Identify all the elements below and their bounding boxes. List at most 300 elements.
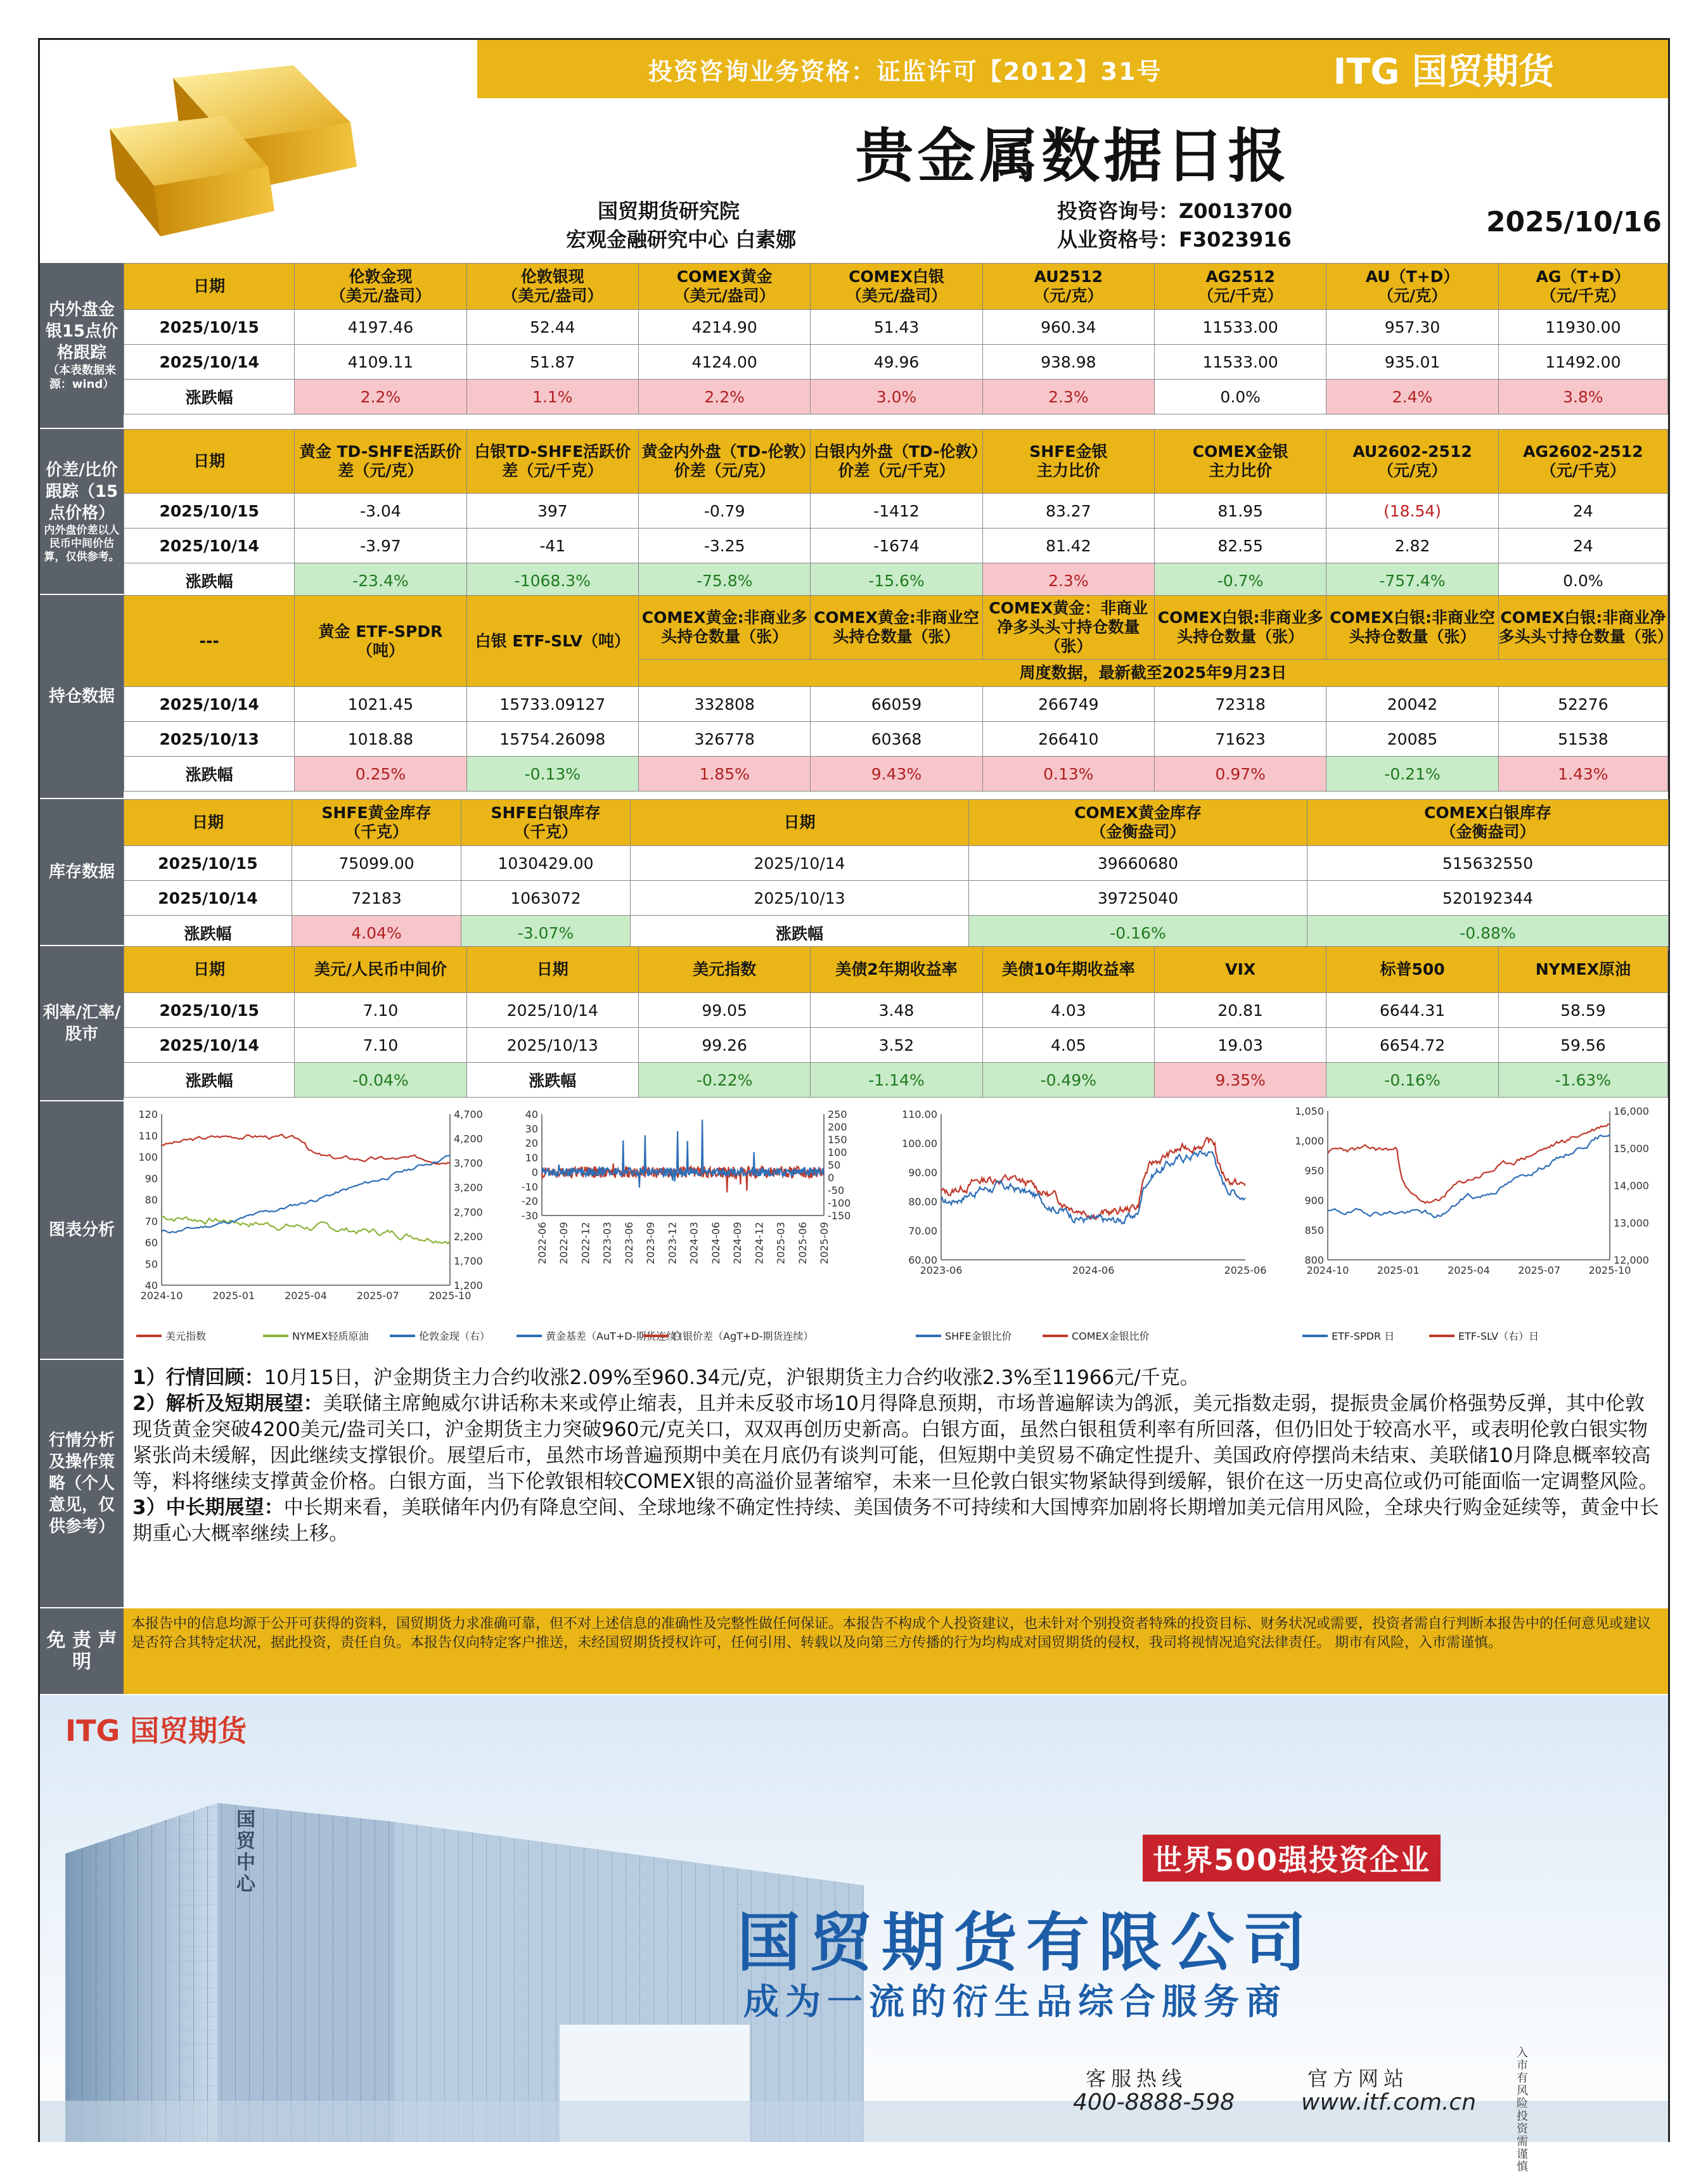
table-cell: 9.35% <box>1155 1063 1326 1098</box>
y-tick-label: 20 <box>525 1137 538 1150</box>
column-header: 美元指数 <box>638 947 810 993</box>
x-tick-label: 2025-04 <box>285 1290 327 1302</box>
table-cell: 2025/10/14 <box>124 881 292 916</box>
column-header: COMEX金银 主力比价 <box>1155 430 1326 494</box>
y2-tick-label: 1,700 <box>454 1255 483 1267</box>
table-cell: 0.13% <box>982 757 1154 792</box>
rates-table <box>124 946 1668 1098</box>
table-cell: 935.01 <box>1326 345 1498 380</box>
table-cell: -0.21% <box>1326 757 1498 792</box>
column-header: COMEX黄金:非商业空头持仓数量（张） <box>811 596 982 660</box>
table-cell: 6654.72 <box>1326 1028 1498 1063</box>
table-cell: 11533.00 <box>1155 310 1326 345</box>
table-cell: 2.2% <box>295 380 466 414</box>
table-row <box>124 1063 1668 1098</box>
series-spdr <box>1328 1135 1610 1217</box>
x-tick-label: 2024-06 <box>709 1222 722 1264</box>
table-cell: 24 <box>1498 529 1667 563</box>
table-cell: 51.43 <box>811 310 982 345</box>
cert-no: 从业资格号：F3023916 <box>1057 228 1292 252</box>
table-cell: 4197.46 <box>295 310 466 345</box>
table-cell: -0.22% <box>638 1063 810 1098</box>
table-cell: 涨跌幅 <box>631 916 969 951</box>
table-cell: 71623 <box>1155 722 1326 757</box>
table-cell: 2025/10/15 <box>124 494 295 529</box>
table-cell: 3.8% <box>1498 380 1667 414</box>
table-cell: 266410 <box>982 722 1154 757</box>
analysis-short-term: 2）解析及短期展望：美联储主席鲍威尔讲话称未来或停止缩表，且并未反驳市场10月得降息预期，市场普遍解读为鸽派，美元指数走弱，提振贵金属价格强势反弹，其中伦敦现货黄金突破4200美元/盎司关口，沪金期货主力突破960元/克关口，双双再创历史新高。白银方面，虽然白银租赁利率有所回落，但仍旧处于较高水平，或表明伦敦白银实物紧张尚未缓解，因此继续支撑银价。展望后市，虽然市场普遍预期中美在月底仍有谈判可能，但短期中美贸易不确定性提升、美国政府停摆尚未结束、美联储10月降息概率较高等，料将继续支撑黄金价格。白银方面，当下伦敦银相较COMEX银的高溢价显著缩窄，未来一旦伦敦白银实物紧缺得到缓解，银价在这一历史高位或仍可能面临一定调整风险。 <box>132 1392 1659 1493</box>
table-cell: -1412 <box>811 494 982 529</box>
table-cell: 2025/10/13 <box>124 722 295 757</box>
report-title: 贵金属数据日报 <box>855 122 1290 190</box>
column-header: 美元/人民币中间价 <box>295 947 466 993</box>
table-cell: 涨跌幅 <box>124 757 295 792</box>
y2-tick-label: 100 <box>828 1146 847 1158</box>
y-tick-label: 800 <box>1304 1254 1324 1266</box>
table-cell: 11533.00 <box>1155 345 1326 380</box>
table-cell: 9.43% <box>811 757 982 792</box>
table-cell: 2025/10/15 <box>124 993 295 1028</box>
table-cell: 52276 <box>1498 687 1667 722</box>
y-tick-label: 1,050 <box>1295 1105 1324 1117</box>
y2-tick-label: 13,000 <box>1614 1217 1649 1229</box>
hotline-label: 客服热线 <box>1086 2067 1188 2091</box>
table-cell: 20.81 <box>1155 993 1326 1028</box>
table-cell: 4.05 <box>982 1028 1154 1063</box>
table-cell: 4124.00 <box>638 345 810 380</box>
weekly-note: 周度数据，最新截至2025年9月23日 <box>638 660 1667 687</box>
table-cell: 49.96 <box>811 345 982 380</box>
table-cell: 涨跌幅 <box>124 1063 295 1098</box>
section-label-spreads: 价差/比价跟踪（15点价格） 内外盘价差以人民币中间价估算，仅供参考。 <box>40 429 124 595</box>
table-cell: -1.14% <box>811 1063 982 1098</box>
column-header: COMEX黄金 （美元/盎司） <box>638 264 810 310</box>
table-cell: 2025/10/14 <box>631 846 969 881</box>
table-cell: 4.03 <box>982 993 1154 1028</box>
column-header: SHFE黄金库存 （千克） <box>292 800 461 846</box>
y-tick-label: 70 <box>144 1215 158 1228</box>
section-label-disclaimer: 免 责 声 明 <box>40 1608 124 1695</box>
table-cell: 2025/10/14 <box>124 529 295 563</box>
table-cell: -1.63% <box>1498 1063 1667 1098</box>
y-tick-label: 90.00 <box>908 1167 937 1179</box>
x-tick-label: 2024-10 <box>140 1290 183 1302</box>
table-cell: 19.03 <box>1155 1028 1326 1063</box>
analysis-text <box>124 1360 1668 1607</box>
column-header: VIX <box>1155 947 1326 993</box>
series-slv <box>1328 1124 1610 1203</box>
x-tick-label: 2025-03 <box>774 1222 787 1264</box>
table-cell: 2025/10/14 <box>124 345 295 380</box>
y2-tick-label: 200 <box>828 1121 847 1133</box>
column-header: 日期 <box>631 800 969 846</box>
y2-tick-label: 250 <box>828 1108 847 1120</box>
y-tick-label: 850 <box>1304 1224 1324 1236</box>
table-cell: 2025/10/13 <box>466 1028 638 1063</box>
x-tick-label: 2022-09 <box>558 1222 570 1264</box>
table-cell: -23.4% <box>295 563 466 598</box>
prices-table <box>124 263 1668 414</box>
column-header: 白银 ETF-SLV（吨） <box>466 596 638 687</box>
table-header-row <box>124 947 1668 993</box>
table-cell: 1.85% <box>638 757 810 792</box>
table-row <box>124 757 1668 792</box>
y2-tick-label: 3,700 <box>454 1157 483 1170</box>
x-tick-label: 2025-10 <box>428 1290 472 1302</box>
center: 宏观金融研究中心 白素娜 <box>566 228 797 252</box>
legend-label: 美元指数 <box>165 1330 207 1342</box>
column-header: COMEX白银:非商业净多头头寸持仓数量（张） <box>1498 596 1667 660</box>
x-tick-label: 2025-06 <box>796 1222 809 1264</box>
y-tick-label: 30 <box>525 1122 538 1135</box>
table-cell: 15733.09127 <box>466 687 638 722</box>
table-cell: 7.10 <box>295 1028 466 1063</box>
table-cell: 2.2% <box>638 380 810 414</box>
table-cell: 11930.00 <box>1498 310 1667 345</box>
table-cell: 39725040 <box>969 881 1307 916</box>
table-cell: 2025/10/15 <box>124 310 295 345</box>
section-label-analysis: 行情分析及操作策略（个人意见，仅供参考） <box>40 1360 124 1608</box>
table-cell: -75.8% <box>638 563 810 598</box>
table-cell: 99.05 <box>638 993 810 1028</box>
table-cell: 75099.00 <box>292 846 461 881</box>
analysis-long-term: 3）中长期展望：中长期来看，美联储年内仍有降息空间、全球地缘不确定性持续、美国债务不可持续和大国博弈加剧将长期增加美元信用风险，全球央行购金延续等，黄金中长期重心大概率继续上移。 <box>132 1496 1659 1545</box>
y-tick-label: 10 <box>525 1151 538 1164</box>
header-bar <box>477 40 1668 98</box>
license-text: 投资咨询业务资格：证监许可【2012】31号 <box>648 57 1162 86</box>
x-tick-label: 2023-09 <box>645 1222 657 1264</box>
table-cell: 72318 <box>1155 687 1326 722</box>
series-gold-basis <box>542 1120 824 1188</box>
y-tick-label: 900 <box>1304 1195 1324 1207</box>
table-cell: 20042 <box>1326 687 1498 722</box>
column-header: COMEX白银:非商业空头持仓数量（张） <box>1326 596 1498 660</box>
x-tick-label: 2025-07 <box>1518 1264 1561 1276</box>
institute: 国贸期货研究院 <box>598 199 740 223</box>
y-tick-label: 950 <box>1304 1165 1324 1177</box>
table-cell: 1.1% <box>466 380 638 414</box>
x-tick-label: 2025-04 <box>1448 1264 1490 1276</box>
column-header: 日期 <box>124 264 295 310</box>
table-cell: 1063072 <box>461 881 631 916</box>
report-date: 2025/10/16 <box>1486 206 1662 238</box>
table-cell: 2.82 <box>1326 529 1498 563</box>
column-header: COMEX黄金：非商业净多头头寸持仓数量（张） <box>982 596 1154 660</box>
x-tick-label: 2023-06 <box>920 1264 963 1276</box>
column-header: COMEX黄金:非商业多头持仓数量（张） <box>638 596 810 660</box>
y2-tick-label: -100 <box>828 1197 851 1209</box>
x-tick-label: 2025-10 <box>1588 1264 1631 1276</box>
table-row <box>124 916 1669 951</box>
y-tick-label: 110 <box>138 1129 158 1142</box>
table-cell: -0.16% <box>969 916 1307 951</box>
table-cell: 960.34 <box>982 310 1154 345</box>
x-tick-label: 2025-01 <box>1377 1264 1420 1276</box>
y-tick-label: 40 <box>144 1279 158 1292</box>
chart-dxy-oil-gold <box>124 1101 501 1355</box>
x-tick-label: 2024-09 <box>731 1222 744 1264</box>
table-cell: 3.48 <box>811 993 982 1028</box>
table-cell: 6644.31 <box>1326 993 1498 1028</box>
legend-label: 伦敦金现（右） <box>419 1330 491 1342</box>
x-tick-label: 2025-01 <box>212 1290 255 1302</box>
building-sign: 国贸中心 <box>236 1809 255 1895</box>
table-cell: -0.79 <box>638 494 810 529</box>
x-tick-label: 2022-06 <box>536 1222 548 1264</box>
banner-slogan: 成为一流的衍生品综合服务商 <box>743 1982 1287 2023</box>
table-cell: 24 <box>1498 494 1667 529</box>
table-cell: 0.0% <box>1155 380 1326 414</box>
table-cell: 326778 <box>638 722 810 757</box>
table-cell: 957.30 <box>1326 310 1498 345</box>
legend-label: ETF-SLV（右）日 <box>1458 1330 1539 1342</box>
table-cell: -1674 <box>811 529 982 563</box>
column-header: 白银内外盘（TD-伦敦）价差（元/千克） <box>811 430 982 494</box>
column-header: AG2512 （元/千克） <box>1155 264 1326 310</box>
column-header: AU2602-2512 （元/克） <box>1326 430 1498 494</box>
y-tick-label: 1,000 <box>1295 1135 1324 1147</box>
table-row <box>124 993 1668 1028</box>
table-cell: -3.04 <box>295 494 466 529</box>
table-cell: 涨跌幅 <box>124 380 295 414</box>
table-cell: -3.97 <box>295 529 466 563</box>
chart-gold-silver-ratio <box>884 1101 1267 1355</box>
table-row <box>124 722 1668 757</box>
column-header: 美债10年期收益率 <box>982 947 1154 993</box>
table-cell: 11492.00 <box>1498 345 1667 380</box>
brand-logo: ITG 国贸期货 <box>1333 51 1554 93</box>
table-cell: 51.87 <box>466 345 638 380</box>
x-tick-label: 2024-03 <box>688 1222 700 1264</box>
column-header: AU2512 （元/克） <box>982 264 1154 310</box>
table-cell: -0.88% <box>1307 916 1669 951</box>
table-header-row <box>124 264 1668 310</box>
section-label-inventory: 库存数据 <box>40 799 124 946</box>
y2-tick-label: 15,000 <box>1614 1142 1649 1155</box>
y2-tick-label: 2,200 <box>454 1230 483 1243</box>
series-oil <box>162 1217 450 1244</box>
table-cell: 52.44 <box>466 310 638 345</box>
table-cell: 1030429.00 <box>461 846 631 881</box>
column-header: AG2602-2512 （元/千克） <box>1498 430 1667 494</box>
legend-label: 黄金基差（AuT+D-期货连续） <box>546 1330 687 1342</box>
table-row <box>124 563 1668 598</box>
table-header-row <box>124 800 1669 846</box>
table-header-row <box>124 596 1668 660</box>
y-tick-label: 100.00 <box>902 1138 937 1150</box>
table-row <box>124 494 1668 529</box>
legend-label: COMEX金银比价 <box>1072 1330 1150 1342</box>
x-tick-label: 2024-12 <box>753 1222 766 1264</box>
table-cell: 15754.26098 <box>466 722 638 757</box>
chart-etf-holdings <box>1277 1101 1667 1355</box>
positions-table <box>124 595 1673 792</box>
hotline-number: 400-8888-598 <box>1073 2089 1235 2115</box>
table-cell: -15.6% <box>811 563 982 598</box>
column-header: COMEX白银 （美元/盎司） <box>811 264 982 310</box>
column-header: 日期 <box>124 800 292 846</box>
column-header: 黄金 TD-SHFE活跃价差（元/克） <box>295 430 466 494</box>
column-header: 伦敦银现 （美元/盎司） <box>466 264 638 310</box>
y-tick-label: -30 <box>521 1210 538 1222</box>
y-tick-label: 80.00 <box>908 1196 937 1208</box>
column-header: 美债2年期收益率 <box>811 947 982 993</box>
x-tick-label: 2024-10 <box>1306 1264 1349 1276</box>
table-row <box>124 881 1669 916</box>
column-header: AG（T+D） （元/千克） <box>1498 264 1667 310</box>
y-tick-label: 0 <box>531 1166 538 1179</box>
y-tick-label: -20 <box>521 1195 538 1208</box>
x-tick-label: 2025-09 <box>818 1222 830 1264</box>
table-cell: (18.54) <box>1326 494 1498 529</box>
gold-bars-image <box>84 53 376 255</box>
y-tick-label: -10 <box>521 1181 538 1193</box>
banner-tag: 世界500强投资企业 <box>1143 1835 1441 1882</box>
banner-company: 国贸期货有限公司 <box>737 1906 1315 1980</box>
x-tick-label: 2025-06 <box>1224 1264 1267 1276</box>
table-cell: -0.13% <box>466 757 638 792</box>
table-cell: -0.49% <box>982 1063 1154 1098</box>
table-cell: -757.4% <box>1326 563 1498 598</box>
table-cell: 1.43% <box>1498 757 1667 792</box>
column-header: --- <box>124 596 295 687</box>
charts-area <box>124 1101 1668 1355</box>
table-row <box>124 1028 1668 1063</box>
table-cell: 3.0% <box>811 380 982 414</box>
legend-label: NYMEX轻质原油 <box>292 1330 369 1342</box>
column-header: SHFE金银 主力比价 <box>982 430 1154 494</box>
table-cell: 59.56 <box>1498 1028 1667 1063</box>
section-label-positions: 持仓数据 <box>40 595 124 799</box>
table-header-row <box>124 430 1668 494</box>
table-cell: -41 <box>466 529 638 563</box>
column-header: 日期 <box>466 947 638 993</box>
column-header: 标普500 <box>1326 947 1498 993</box>
y-tick-label: 90 <box>144 1172 158 1185</box>
table-cell: 2025/10/14 <box>124 1028 295 1063</box>
column-header: COMEX白银:非商业多头持仓数量（张） <box>1155 596 1326 660</box>
table-cell: -0.7% <box>1155 563 1326 598</box>
table-cell: 涨跌幅 <box>466 1063 638 1098</box>
chart-basis <box>504 1101 881 1355</box>
column-header: 黄金 ETF-SPDR （吨） <box>295 596 466 687</box>
column-header: AU（T+D） （元/克） <box>1326 264 1498 310</box>
table-cell: 2.4% <box>1326 380 1498 414</box>
y2-tick-label: 0 <box>828 1172 835 1184</box>
site-label: 官方网站 <box>1307 2067 1409 2091</box>
column-header: 白银TD-SHFE活跃价差（元/千克） <box>466 430 638 494</box>
table-cell: 7.10 <box>295 993 466 1028</box>
table-cell: 81.42 <box>982 529 1154 563</box>
table-cell: 72183 <box>292 881 461 916</box>
table-cell: 2025/10/13 <box>631 881 969 916</box>
table-cell: 20085 <box>1326 722 1498 757</box>
y2-tick-label: -50 <box>828 1184 845 1196</box>
table-cell: 1018.88 <box>295 722 466 757</box>
y2-tick-label: 4,200 <box>454 1132 483 1145</box>
x-tick-label: 2024-06 <box>1072 1264 1115 1276</box>
table-cell: 266749 <box>982 687 1154 722</box>
y2-tick-label: 50 <box>828 1159 841 1171</box>
table-cell: 515632550 <box>1307 846 1669 881</box>
section-label-rates: 利率/汇率/股市 <box>40 946 124 1101</box>
table-cell: 397 <box>466 494 638 529</box>
table-row <box>124 846 1669 881</box>
y-tick-label: 120 <box>138 1108 158 1120</box>
table-cell: 4109.11 <box>295 345 466 380</box>
y-tick-label: 40 <box>525 1108 538 1120</box>
table-cell: 81.95 <box>1155 494 1326 529</box>
table-cell: 332808 <box>638 687 810 722</box>
series-dxy <box>162 1134 450 1164</box>
y2-tick-label: 14,000 <box>1614 1179 1649 1192</box>
table-cell: 2025/10/14 <box>124 687 295 722</box>
table-cell: 99.26 <box>638 1028 810 1063</box>
table-cell: 83.27 <box>982 494 1154 529</box>
table-cell: 58.59 <box>1498 993 1667 1028</box>
x-tick-label: 2022-12 <box>579 1222 592 1264</box>
y-tick-label: 60 <box>144 1236 158 1249</box>
series-gold <box>162 1155 450 1233</box>
y2-tick-label: 1,200 <box>454 1279 483 1292</box>
spreads-table <box>124 429 1668 598</box>
column-header: COMEX黄金库存 （金衡盎司） <box>969 800 1307 846</box>
table-cell: 39660680 <box>969 846 1307 881</box>
table-cell: 涨跌幅 <box>124 563 295 598</box>
disclaimer-text: 本报告中的信息均源于公开可获得的资料，国贸期货力求准确可靠，但不对上述信息的准确性及完整性做任何保证。本报告不构成个人投资建议，也未针对个别投资者特殊的投资目标、财务状况或需要，投资者需自行判断本报告中的任何意见或建议是否符合其特定状况，据此投资，责任自负。本报告仅向特定客户推送，未经国贸期货授权许可，任何引用、转载以及向第三方传播的行为均构成对国贸期货的侵权，我司将视情况追究法律责任。 期市有风险，入市需谨慎。 <box>124 1608 1668 1694</box>
y2-tick-label: 150 <box>828 1134 847 1146</box>
column-header: 伦敦金现 （美元/盎司） <box>295 264 466 310</box>
y-tick-label: 110.00 <box>902 1108 937 1120</box>
column-header: 日期 <box>124 947 295 993</box>
table-cell: 66059 <box>811 687 982 722</box>
series-silver-basis <box>542 1164 824 1193</box>
table-cell: 0.97% <box>1155 757 1326 792</box>
table-cell: 938.98 <box>982 345 1154 380</box>
table-cell: 0.0% <box>1498 563 1667 598</box>
table-cell: 51538 <box>1498 722 1667 757</box>
banner-logo: ITG 国贸期货 <box>65 1714 247 1748</box>
x-tick-label: 2023-06 <box>622 1222 635 1264</box>
y-tick-label: 60.00 <box>908 1254 937 1266</box>
x-tick-label: 2023-03 <box>601 1222 613 1264</box>
table-cell: -0.16% <box>1326 1063 1498 1098</box>
y2-tick-label: 3,200 <box>454 1181 483 1194</box>
table-row <box>124 345 1668 380</box>
section-label-prices: 内外盘金银15点价格跟踪 （本表数据来源：wind） <box>40 263 124 429</box>
table-cell: 60368 <box>811 722 982 757</box>
table-cell: 2.3% <box>982 380 1154 414</box>
table-cell: 1021.45 <box>295 687 466 722</box>
table-cell: -3.25 <box>638 529 810 563</box>
table-cell: 82.55 <box>1155 529 1326 563</box>
table-cell: -3.07% <box>461 916 631 951</box>
table-cell: -1068.3% <box>466 563 638 598</box>
y-tick-label: 100 <box>138 1151 158 1164</box>
y2-tick-label: 2,700 <box>454 1206 483 1219</box>
table-cell: 2025/10/15 <box>124 846 292 881</box>
report-frame <box>38 38 1673 2174</box>
consult-no: 投资咨询号：Z0013700 <box>1057 199 1293 223</box>
analysis-review: 1）行情回顾：10月15日，沪金期货主力合约收涨2.09%至960.34元/克，沪银期货主力合约收涨2.3%至11966元/千克。 <box>132 1366 1200 1389</box>
legend-label: 白银价差（AgT+D-期货连续） <box>672 1330 814 1342</box>
x-tick-label: 2025-07 <box>356 1290 399 1302</box>
table-cell: 520192344 <box>1307 881 1669 916</box>
series-shfe-ratio <box>941 1151 1245 1224</box>
table-cell: -0.04% <box>295 1063 466 1098</box>
column-header: 日期 <box>124 430 295 494</box>
column-header: 黄金内外盘（TD-伦敦）价差（元/克） <box>638 430 810 494</box>
